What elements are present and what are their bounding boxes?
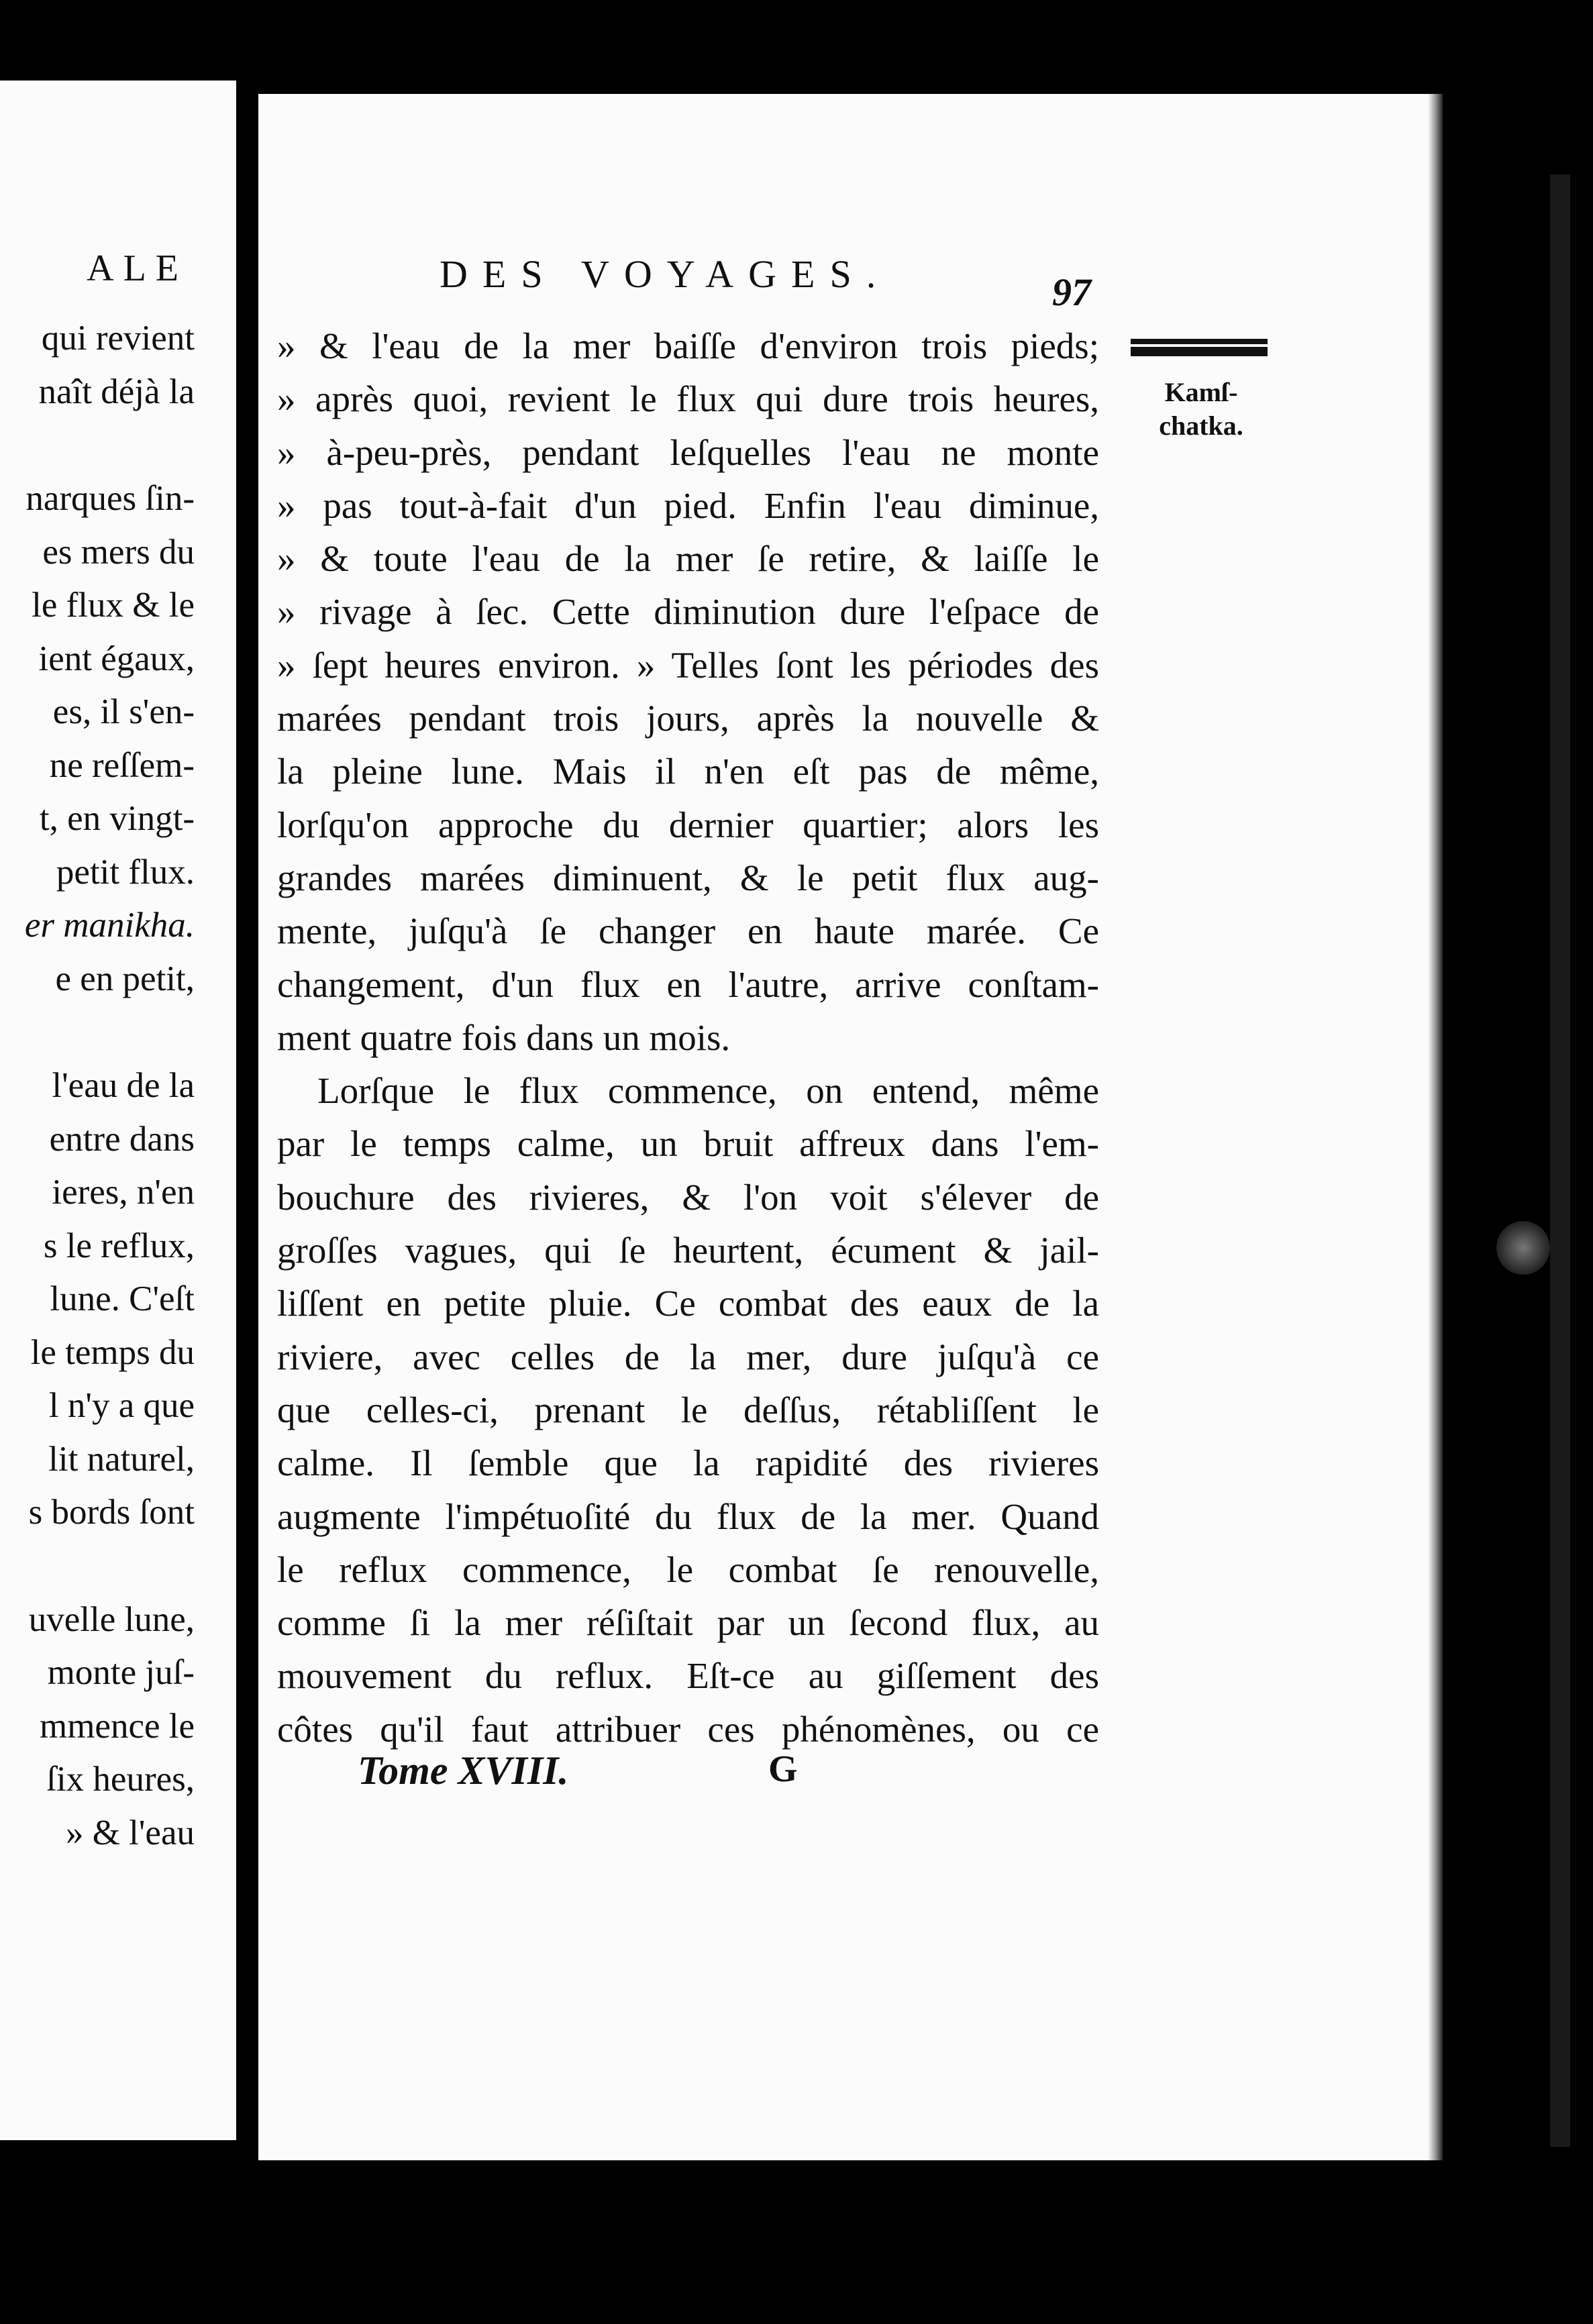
left-line: narques ſin- <box>25 479 195 518</box>
text-line: bouchure des rivieres, & l'on voit s'élever de <box>277 1176 1099 1218</box>
left-line-gap <box>0 419 195 472</box>
left-line-gap <box>0 1006 195 1059</box>
text-line: » à-peu-près, pendant leſquelles l'eau ne monte <box>277 431 1099 473</box>
text-line: ment quatre fois dans un mois. <box>277 1016 731 1058</box>
left-line: » & l'eau <box>65 1813 195 1852</box>
main-text-column <box>277 319 1099 1756</box>
text-line: augmente l'impétuoſité du flux de la mer. Quand <box>277 1495 1099 1537</box>
text-line: grandes marées diminuent, & le petit flux aug- <box>277 857 1099 898</box>
text-line: par le temps calme, un bruit affreux dans l'em- <box>277 1123 1099 1165</box>
text-line: » rivage à ſec. Cette diminution dure l'eſpace de <box>277 591 1099 633</box>
page-edge-shadow <box>1428 94 1443 2160</box>
left-line: l'eau de la <box>52 1066 195 1105</box>
left-line: s le reflux, <box>43 1226 195 1265</box>
volume-footer: Tome XVIII. <box>358 1748 569 1793</box>
left-running-head: ALE <box>87 248 188 289</box>
page-number: 97 <box>1052 270 1091 314</box>
marginal-note: Kamſ-chatka. <box>1159 377 1243 441</box>
left-line: monte juſ- <box>47 1653 195 1692</box>
left-line: naît déjà la <box>38 372 195 411</box>
text-line: lorſqu'on approche du dernier quartier; alors les <box>277 804 1099 845</box>
left-line: le flux & le <box>32 586 195 625</box>
left-line: petit flux. <box>56 852 195 892</box>
right-main-page <box>258 94 1443 2160</box>
left-text-column <box>0 312 195 1860</box>
text-line: » & toute l'eau de la mer ſe retire, & laiſſe le <box>277 538 1099 580</box>
left-line: es mers du <box>42 532 195 572</box>
left-line: t, en vingt- <box>39 799 195 838</box>
left-line: ieres, n'en <box>52 1173 195 1212</box>
text-line: Lorſque le flux commence, on entend, même <box>317 1070 1099 1112</box>
left-line: lune. C'eſt <box>50 1279 195 1318</box>
text-line: changement, d'un flux en l'autre, arrive conſtam- <box>277 963 1099 1005</box>
binding-shadow <box>1443 0 1593 2324</box>
left-line: e en petit, <box>55 959 195 998</box>
running-head: DES VOYAGES. <box>440 252 891 296</box>
left-line: le temps du <box>30 1332 195 1372</box>
text-line: que celles-ci, prenant le deſſus, rétabliſſent le <box>277 1389 1099 1430</box>
signature-mark: G <box>768 1748 798 1790</box>
text-line: » & l'eau de la mer baiſſe d'environ trois pieds; <box>277 325 1099 366</box>
text-line: calme. Il ſemble que la rapidité des rivieres <box>277 1442 1099 1484</box>
text-line: le reflux commence, le combat ſe renouvelle, <box>277 1548 1099 1590</box>
left-line: entre dans <box>49 1119 195 1159</box>
left-line-gap <box>0 1540 195 1593</box>
text-line: » après quoi, revient le flux qui dure trois heures, <box>277 378 1099 420</box>
text-line: liſſent en petite pluie. Ce combat des eaux de la <box>277 1283 1099 1324</box>
left-line: er manikha. <box>24 906 195 945</box>
text-line: côtes qu'il faut attribuer ces phénomènes, ou ce <box>277 1708 1099 1750</box>
left-line: ne reſſem- <box>49 745 195 785</box>
scan-smudge <box>1496 1221 1550 1275</box>
left-line: mmence le <box>39 1706 195 1746</box>
text-line: mente, juſqu'à ſe changer en haute marée. Ce <box>277 910 1099 952</box>
text-line: mouvement du reflux. Eſt-ce au giſſement des <box>277 1655 1099 1697</box>
left-line: lit naturel, <box>48 1439 195 1479</box>
left-line: uvelle lune, <box>28 1599 195 1639</box>
left-line: es, il s'en- <box>52 692 195 731</box>
text-line: comme ſi la mer réſiſtait par un ſecond flux, au <box>277 1602 1099 1644</box>
text-line: » ſept heures environ. » Telles ſont les périodes des <box>277 644 1099 686</box>
left-line: l n'y a que <box>48 1386 195 1425</box>
text-line: groſſes vagues, qui ſe heurtent, écument & jail- <box>277 1230 1099 1271</box>
text-line: la pleine lune. Mais il n'en eſt pas de même, <box>277 751 1099 792</box>
spine-strip <box>1550 174 1570 2147</box>
left-line: s bords ſont <box>28 1493 195 1532</box>
marginal-rule <box>1131 344 1268 356</box>
left-line: qui revient <box>41 319 195 358</box>
text-line: » pas tout-à-fait d'un pied. Enfin l'eau diminue, <box>277 484 1099 526</box>
text-line: marées pendant trois jours, après la nouvelle & <box>277 698 1099 739</box>
text-line: riviere, avec celles de la mer, dure juſqu'à ce <box>277 1336 1099 1377</box>
left-facing-page <box>0 81 236 2140</box>
left-line: ſix heures, <box>46 1760 195 1799</box>
left-line: ient égaux, <box>38 639 195 678</box>
